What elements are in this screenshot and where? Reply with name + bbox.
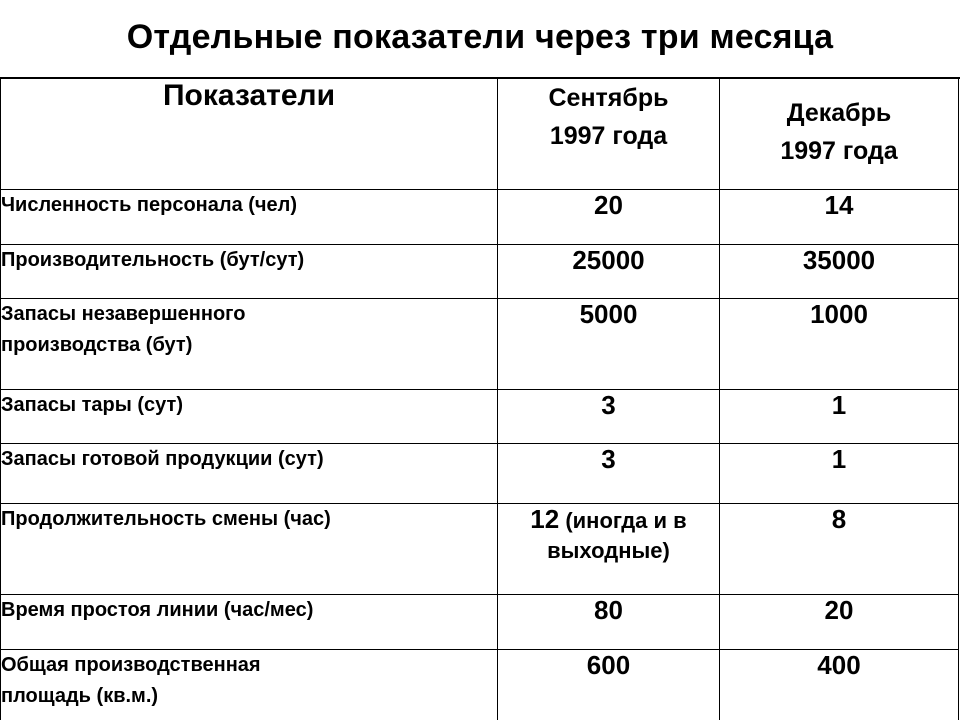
row-value-december: 14	[720, 190, 959, 245]
header-september-month: Сентябрь	[548, 84, 669, 112]
header-indicators: Показатели	[1, 79, 498, 190]
header-december-year: 1997 года	[780, 137, 898, 165]
row-label-finished-goods: Запасы готовой продукции (сут)	[1, 444, 498, 504]
row-value-december: 35000	[720, 245, 959, 299]
row-label-staff: Численность персонала (чел)	[1, 190, 498, 245]
row-value-december: 1000	[720, 299, 959, 390]
row-label-productivity: Производительность (бут/сут)	[1, 245, 498, 299]
row-label-wip-line2: производства (бут)	[1, 334, 193, 356]
row-value-december: 1	[720, 390, 959, 444]
table-row	[1, 245, 959, 299]
table-row	[1, 650, 959, 720]
row-value-september: 25000	[498, 245, 720, 299]
table-header-row	[1, 79, 959, 190]
row-label-area-line2: площадь (кв.м.)	[1, 685, 159, 707]
shift-hours: 12	[530, 504, 560, 534]
row-value-december: 400	[720, 650, 959, 720]
indicators-table	[0, 78, 959, 720]
row-value-september: 600	[498, 650, 720, 720]
header-december-month: Декабрь	[786, 99, 892, 127]
row-label-wip	[1, 299, 498, 390]
row-value-december: 8	[720, 504, 959, 595]
row-value-september: 20	[498, 190, 720, 245]
row-label-area	[1, 650, 498, 720]
row-value-december: 20	[720, 595, 959, 650]
shift-note: (иногда и в	[559, 508, 687, 533]
header-september	[498, 79, 720, 190]
table-row	[1, 299, 959, 390]
table-row	[1, 190, 959, 245]
row-value-september: 3	[498, 444, 720, 504]
shift-note-line2: выходные)	[547, 538, 670, 563]
table-row	[1, 504, 959, 595]
row-label-shift-length: Продолжительность смены (час)	[1, 504, 498, 595]
row-value-september: 3	[498, 390, 720, 444]
row-label-containers: Запасы тары (сут)	[1, 390, 498, 444]
table-row	[1, 444, 959, 504]
row-value-september: 5000	[498, 299, 720, 390]
header-december	[720, 79, 959, 190]
slide-title: Отдельные показатели через три месяца	[126, 18, 834, 56]
row-label-wip-line1: Запасы незавершенного	[1, 303, 246, 325]
row-value-december: 1	[720, 444, 959, 504]
row-label-downtime: Время простоя линии (час/мес)	[1, 595, 498, 650]
row-value-september	[498, 504, 720, 595]
row-value-september: 80	[498, 595, 720, 650]
header-september-year: 1997 года	[549, 122, 668, 150]
table-row	[1, 390, 959, 444]
table-row	[1, 595, 959, 650]
row-label-area-line1: Общая производственная	[1, 654, 261, 676]
